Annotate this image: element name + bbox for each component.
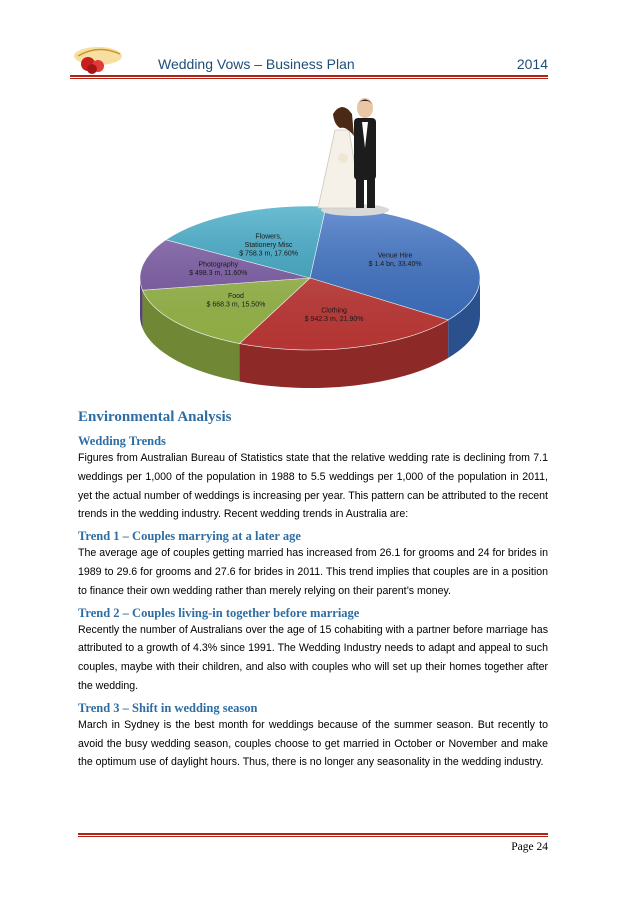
slice-label-food: Food $ 668.3 m, 15.50% [206, 293, 266, 309]
trend3-text: March in Sydney is the best month for weddings because of the summer season. But recently to avoid the busy wedding season, couples choose to get married in October or November and make the optimum use of daylight hours. Thus, there is no longer any seasonality in the wedding industry. [78, 718, 548, 769]
footer-rule [78, 833, 548, 835]
slice-label-photography: Photography $ 498.3 m, 11.60% [189, 261, 248, 277]
footer-rule-thin [78, 836, 548, 837]
trend3-heading: Trend 3 – Shift in wedding season [78, 700, 258, 715]
slice-label-flowers-stationery-misc: Flowers, Stationery Misc $ 758.3 m, 17.60% [239, 233, 298, 258]
page-number: Page 24 [511, 841, 548, 853]
header-year: 2014 [516, 56, 548, 72]
header-title: Wedding Vows – Business Plan [158, 56, 355, 72]
section-title: Environmental Analysis [78, 409, 232, 425]
wedding-rings-logo [70, 42, 126, 76]
wedding-couple-figurine [318, 98, 389, 216]
trend2-text: Recently the number of Australians over the age of 15 cohabiting with a partner before marriage has attributed to a growth of 4.3% since 1991. The Wedding Industry needs to adapt and appeal to such couples, maybe with their children, and also with couples who will set up their homes together after the wedding. [78, 623, 548, 692]
trend1-heading: Trend 1 – Couples marrying at a later age [78, 529, 301, 544]
slice-label-clothing: Clothing $ 942.3 m, 21.90% [304, 307, 364, 323]
pie-top-shading [140, 206, 480, 350]
wedding-trends-heading: Wedding Trends [78, 434, 166, 448]
slice-label-venue-hire: Venue Hire $ 1.4 bn, 33.40% [368, 252, 422, 269]
header-rule [70, 75, 548, 77]
wedding-trends-text: Figures from Australian Bureau of Statistics state that the relative wedding rate is declining from 7.1 weddings per 1,000 of the population in 1988 to 5.5 weddings per 1,000 of the population in 2011, yet the actual number of weddings is increasing per year. This pattern can be attributed to the recent trends in the wedding industry. Recent wedding trends in Australia are: [78, 452, 548, 521]
trend2-heading: Trend 2 – Couples living-in together before marriage [78, 605, 360, 620]
page-content [78, 408, 548, 772]
page-header [70, 38, 548, 76]
pie-top [140, 206, 480, 350]
trend1-text: The average age of couples getting married has increased from 26.1 for grooms and 24 for brides in 1989 to 29.6 for grooms and 27.6 for brides in 2011. This trend implies that couples are in a position to finance their own wedding rather than merely relying on their parent’s money. [78, 547, 548, 597]
pie-chart [140, 78, 540, 398]
